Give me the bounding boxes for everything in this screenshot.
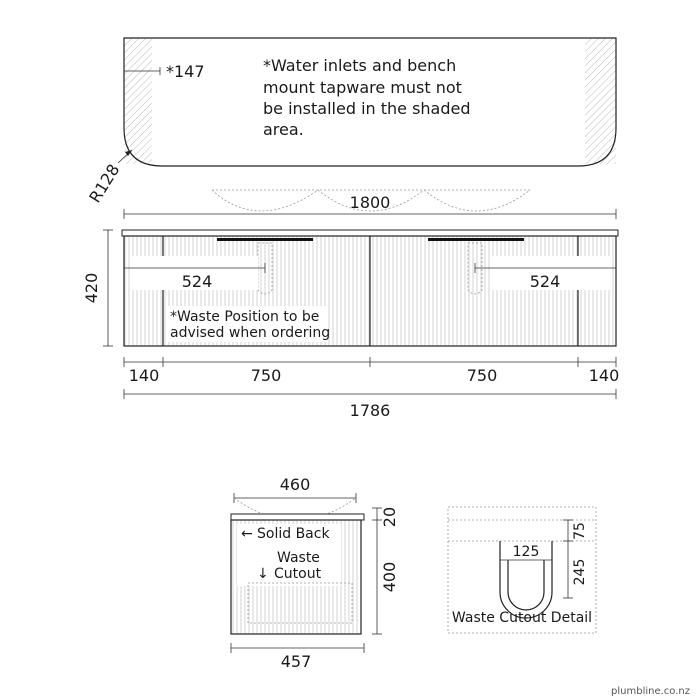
waste-dim-label-right: 524 xyxy=(529,272,561,291)
segment-dim-label: 750 xyxy=(250,366,282,385)
basin-ghost-right xyxy=(424,190,530,211)
waste-note-line: *Waste Position to be xyxy=(170,309,320,325)
detail-caption: Waste Cutout Detail xyxy=(451,610,593,626)
cutout-inner xyxy=(508,560,544,610)
overall-dim-label-top: 1800 xyxy=(349,193,391,212)
segment-dim-label: 140 xyxy=(588,366,620,385)
cutout-label: Cutout xyxy=(274,566,322,582)
drawer-handle-left xyxy=(217,238,313,241)
basin-dim-label: 460 xyxy=(279,475,311,494)
shaded-zone-left xyxy=(124,38,152,164)
side-benchtop xyxy=(231,514,364,520)
radius-label: R128 xyxy=(85,160,124,207)
benchtop xyxy=(122,230,618,236)
top-note xyxy=(263,56,476,139)
top-note-line: area. xyxy=(263,120,304,139)
down-arrow-icon: ↓ xyxy=(257,566,269,582)
waste-dim-label-left: 524 xyxy=(181,272,213,291)
waste-note xyxy=(170,309,330,341)
watermark: plumbline.co.nz xyxy=(611,686,690,697)
depth-dim-label: 457 xyxy=(280,652,312,671)
waste-label: Waste xyxy=(277,550,320,566)
overall-dim-label-bottom: 1786 xyxy=(349,401,391,420)
corner-dim-label: *147 xyxy=(166,62,205,81)
drawer-handle-right xyxy=(428,238,524,241)
segment-dim-label: 140 xyxy=(128,366,160,385)
side-view xyxy=(231,475,399,671)
top-note-line: be installed in the shaded xyxy=(263,99,471,118)
basin-ghost-left xyxy=(212,190,318,211)
side-height-dim-label: 400 xyxy=(380,561,399,593)
height-dim-label: 420 xyxy=(82,272,101,304)
segment-dim-label: 750 xyxy=(466,366,498,385)
cutout-width-label: 125 xyxy=(512,544,540,560)
detail-top-label: 75 xyxy=(572,522,588,540)
solid-back-label: Solid Back xyxy=(257,526,330,542)
detail-height-label: 245 xyxy=(572,558,588,586)
shaded-zone-right xyxy=(585,38,616,164)
front-view xyxy=(82,190,619,420)
top-view xyxy=(85,38,616,206)
detail-view xyxy=(448,507,596,633)
solid-back-arrow-icon: ← xyxy=(241,526,253,542)
side-top-dim-label: 20 xyxy=(380,506,399,528)
waste-note-line: advised when ordering xyxy=(170,325,331,341)
top-note-line: mount tapware must not xyxy=(263,78,462,97)
top-note-line: *Water inlets and bench xyxy=(263,56,457,75)
